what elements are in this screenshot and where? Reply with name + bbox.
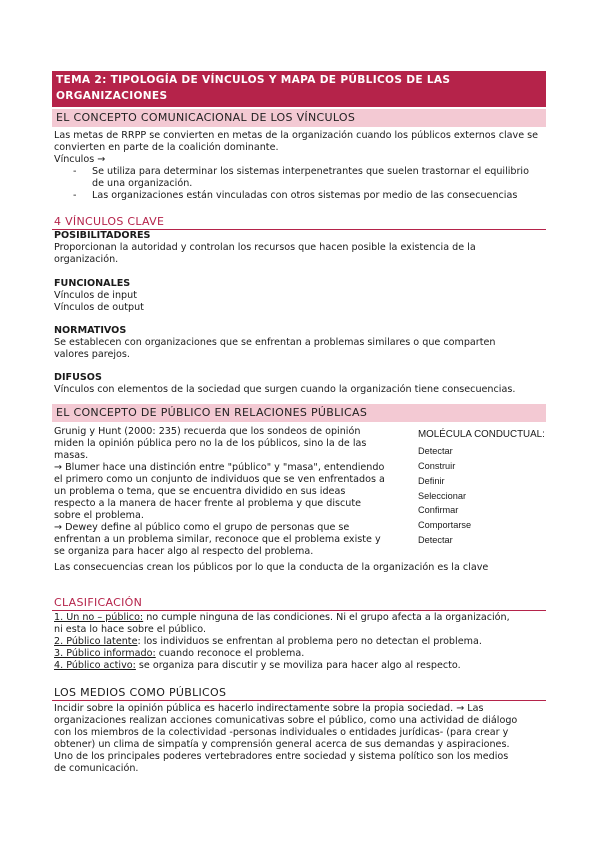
classification-item [54, 648, 304, 660]
text-line: se organiza para hacer algo al respecto del problema. [54, 546, 314, 557]
molecula-step: Detectar [418, 535, 453, 545]
text-line: sobre el problema. [54, 510, 144, 521]
section-heading-publico: EL CONCEPTO DE PÚBLICO EN RELACIONES PÚBLICAS [52, 404, 546, 422]
text-line: masas. [54, 450, 89, 461]
item-text: Vínculos con elementos de la sociedad que surgen cuando la organización tiene consecuencias. [54, 384, 516, 395]
molecula-title: MOLÉCULA CONDUCTUAL: [418, 429, 545, 440]
classification-text: : los individuos se enfrentan al problema pero no detectan el problema. [137, 636, 482, 647]
item-text: Vínculos de output [54, 302, 144, 313]
text-line: obtener) un clima de simpatía y comprensión general acerca de sus demandas y aspiraciones. [54, 739, 510, 750]
section-heading-medios: LOS MEDIOS COMO PÚBLICOS [52, 686, 546, 701]
text-line: respecto a la manera de hacer frente al problema y que discute [54, 498, 362, 509]
classification-text: cuando reconoce el problema. [155, 648, 305, 659]
item-text: Proporcionan la autoridad y controlan los recursos que hacen posible la existencia de la [54, 242, 476, 253]
text-line: Incidir sobre la opinión pública es hacerlo indirectamente sobre la propia sociedad. → Las [54, 703, 484, 714]
molecula-step: Detectar [418, 446, 453, 456]
text-line: de comunicación. [54, 763, 139, 774]
text-line: el primero como un conjunto de individuos que se ven enfrentados a [54, 474, 385, 485]
text-line: miden la opinión pública pero no la de los públicos, sino la de las [54, 438, 367, 449]
classification-item [54, 660, 461, 672]
text-line: con los miembros de la colectividad -personas individuales o entidades jurídicas- (para crear y [54, 727, 509, 738]
section-heading-vinculos: EL CONCEPTO COMUNICACIONAL DE LOS VÍNCULOS [52, 109, 546, 127]
bullet-text: Se utiliza para determinar los sistemas interpenetrantes que suelen trastornar el equilibrio de una organización. [92, 166, 529, 189]
item-text: organización. [54, 254, 119, 265]
molecula-step: Construir [418, 461, 456, 471]
vinculos-label: Vínculos → [54, 154, 106, 165]
molecula-step: Comportarse [418, 520, 472, 530]
bullet-text: Las organizaciones están vinculadas con otros sistemas por medio de las consecuencias [92, 190, 518, 201]
item-heading: DIFUSOS [54, 372, 102, 383]
classification-text: se organiza para discutir y se moviliza para hacer algo al respecto. [135, 660, 461, 671]
text-line: un problema o tema, que se encuentra dividido en sus ideas [54, 486, 346, 497]
classification-item [54, 636, 482, 648]
classification-label: 3. Público informado: [54, 648, 156, 659]
item-heading: POSIBILITADORES [54, 230, 151, 241]
section-heading-4-vinculos: 4 VÍNCULOS CLAVE [52, 215, 546, 230]
molecula-step: Definir [418, 476, 445, 486]
section-heading-clasificacion: CLASIFICACIÓN [52, 596, 546, 611]
conclusion-line: Las consecuencias crean los públicos por lo que la conducta de la organización es la clave [54, 562, 489, 573]
text-line: Uno de los principales poderes vertebradores entre sociedad y sistema político son los medios [54, 751, 509, 762]
classification-label: 4. Público activo: [54, 660, 136, 671]
item-text: Vínculos de input [54, 290, 137, 301]
classification-text: no cumple ninguna de las condiciones. Ni el grupo afecta a la organización, [143, 612, 510, 623]
text-line: → Dewey define al público como el grupo de personas que se [54, 522, 350, 533]
classification-label: 2. Público latente [54, 636, 138, 647]
molecula-step: Confirmar [418, 505, 459, 515]
bullet-dash: - [73, 166, 77, 177]
text-line: → Blumer hace una distinción entre "público" y "masa", entendiendo [54, 462, 385, 473]
paragraph-metas: Las metas de RRPP se convierten en metas de la organización cuando los públicos externos clave se convierten en parte de la coalición dominante. [54, 130, 539, 153]
classification-cont: ni esta lo hace sobre el público. [54, 624, 207, 635]
text-line: Grunig y Hunt (2000: 235) recuerda que los sondeos de opinión [54, 426, 361, 437]
item-text: Se establecen con organizaciones que se enfrentan a problemas similares o que comparten [54, 337, 496, 348]
text-line: enfrentan a un problema similar, reconoce que el problema existe y [54, 534, 381, 545]
document-title: TEMA 2: TIPOLOGÍA DE VÍNCULOS Y MAPA DE PÚBLICOS DE LAS ORGANIZACIONES [52, 71, 546, 107]
molecula-step: Seleccionar [418, 491, 467, 501]
text-line: organizaciones realizan acciones comunicativas sobre el público, como una actividad de diálogo [54, 715, 518, 726]
bullet-dash: - [73, 190, 77, 201]
classification-label: 1. Un no – público: [54, 612, 144, 623]
item-heading: NORMATIVOS [54, 325, 127, 336]
item-text: valores parejos. [54, 349, 130, 360]
classification-item [54, 612, 510, 624]
item-heading: FUNCIONALES [54, 278, 131, 289]
